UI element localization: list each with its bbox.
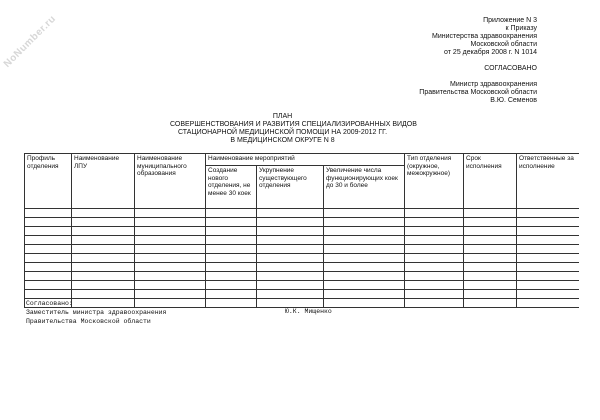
- header-responsible: Ответственные за исполнение: [517, 154, 579, 209]
- agreed-line: Министр здравоохранения: [450, 81, 537, 88]
- table-row: [25, 281, 579, 290]
- header-municipality: Наименование муниципального образования: [135, 154, 206, 209]
- table-row: [25, 218, 579, 227]
- header-increase: Увеличение числа функционирующих коек до 30 и более: [324, 166, 405, 209]
- header-strengthen: Укрупнение существующего отделения: [257, 166, 324, 209]
- agreed-line: В.Ю. Семенов: [490, 97, 537, 104]
- table-row: [25, 245, 579, 254]
- plan-title-line: СОВЕРШЕНСТВОВАНИЯ И РАЗВИТИЯ СПЕЦИАЛИЗИРОВАННЫХ ВИДОВ: [170, 121, 417, 128]
- plan-title-line: В МЕДИЦИНСКОМ ОКРУГЕ N 8: [230, 137, 335, 144]
- table-header-row: [25, 154, 579, 166]
- approval-line: Московской области: [470, 41, 537, 48]
- table-row: [25, 227, 579, 236]
- approval-block: [432, 17, 537, 57]
- header-lpu: Наименование ЛПУ: [72, 154, 135, 209]
- approval-line: Министерства здравоохранения: [432, 33, 537, 40]
- footer-position-line: Правительства Московской области: [26, 318, 151, 325]
- table-row: [25, 263, 579, 272]
- agreed-line: Правительства Московской области: [419, 89, 537, 96]
- footer-position-line: Заместитель министра здравоохранения: [26, 309, 167, 316]
- approval-line: от 25 декабря 2008 г. N 1014: [444, 49, 537, 56]
- table-row: [25, 272, 579, 281]
- table-row: [25, 254, 579, 263]
- header-dept-type: Тип отделения (окружное, межокружное): [405, 154, 464, 209]
- header-profile: Профиль отделения: [25, 154, 72, 209]
- header-deadline: Срок исполнения: [464, 154, 517, 209]
- footer-agreed-label: Согласовано:: [26, 300, 73, 307]
- watermark: NoNumber.ru: [1, 13, 59, 70]
- header-measures: Наименование мероприятий: [206, 154, 405, 166]
- approval-line: к Приказу: [505, 25, 537, 32]
- agreed-title: СОГЛАСОВАНО: [484, 65, 537, 72]
- header-create: Создание нового отделения, не менее 30 коек: [206, 166, 257, 209]
- plan-title-line: СТАЦИОНАРНОЙ МЕДИЦИНСКОЙ ПОМОЩИ НА 2009-2012 ГГ.: [177, 129, 388, 136]
- plan-title: [170, 113, 417, 145]
- agreed-block: [419, 81, 537, 105]
- plan-title-line: ПЛАН: [272, 113, 293, 120]
- footer: [26, 299, 166, 326]
- table-row: [25, 236, 579, 245]
- approval-line: Приложение N 3: [483, 17, 537, 24]
- table-row: [25, 290, 579, 299]
- footer-signatory: Ю.К. Мищенко: [285, 308, 332, 315]
- table-row: [25, 209, 579, 218]
- plan-table: [24, 153, 579, 308]
